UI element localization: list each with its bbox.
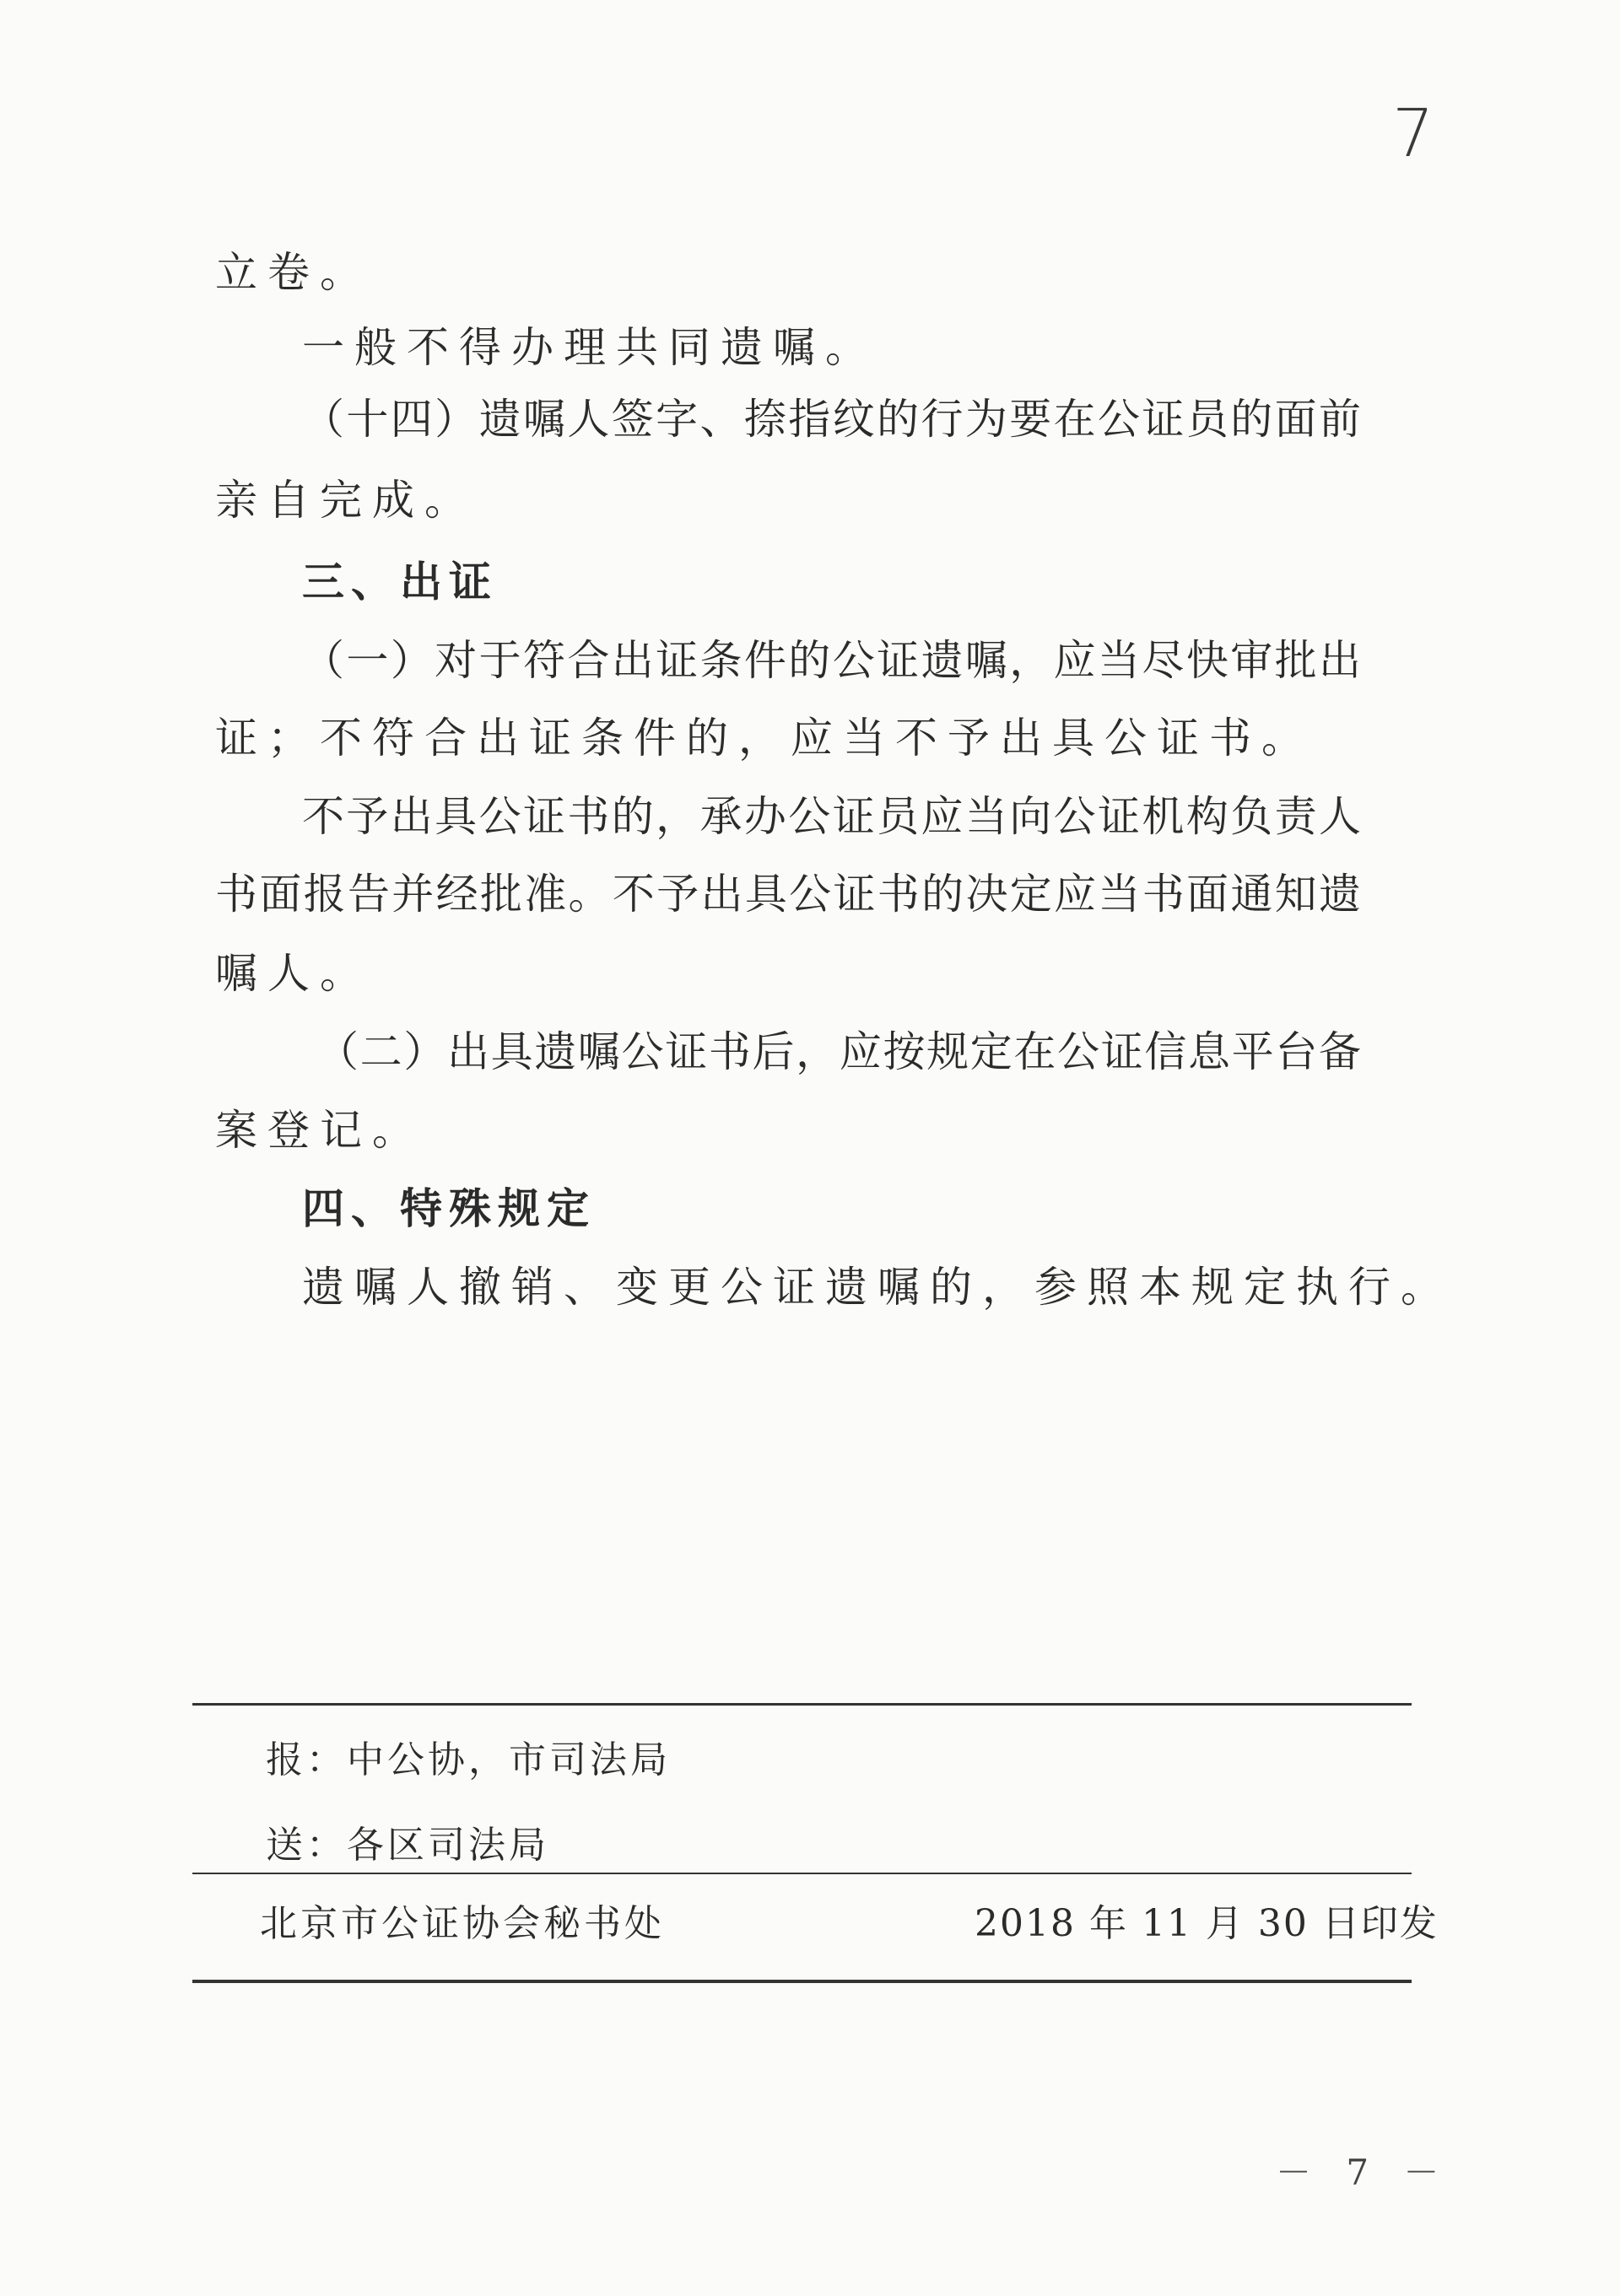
page-number: － 7 － [1276,2152,1451,2193]
paragraph-14-line-1 [302,394,1361,445]
footer-top-rule [192,1703,1412,1706]
issuer-name: 北京市公证协会秘书处 [260,1902,665,1945]
section-heading-4: 四、特殊规定 [302,1184,596,1233]
footer-middle-rule [192,1873,1412,1874]
paragraph-refusal-line-3: 嘱人。 [215,949,372,998]
paragraph-1-line-1-text: （一）对于符合出证条件的公证遗嘱，应当尽快审批出 [302,636,1361,685]
issue-date: 2018 年 11 月 30 日印发 [975,1902,1439,1945]
footer-bottom-rule [192,1980,1412,1983]
handwritten-page-number: 7 [1392,96,1434,172]
paragraph-refusal-line-1 [302,791,1361,842]
paragraph-refusal-line-2-text: 书面报告并经批准。不予出具公证书的决定应当书面通知遗 [215,870,1361,919]
paragraph-revocation: 遗嘱人撤销、变更公证遗嘱的，参照本规定执行。 [302,1263,1453,1312]
section-heading-3: 三、出证 [302,558,498,606]
paragraph-refusal-line-2 [215,869,1361,919]
paragraph-refusal-line-1-text: 不予出具公证书的，承办公证员应当向公证机构负责人 [302,792,1361,841]
paragraph-2-line-1-text: （二）出具遗嘱公证书后，应按规定在公证信息平台备 [316,1027,1361,1076]
paragraph-1-line-2: 证；不符合出证条件的，应当不予出具公证书。 [215,714,1314,763]
send-to-line: 送：各区司法局 [266,1824,549,1867]
paragraph-joint-will: 一般不得办理共同遗嘱。 [302,323,878,372]
paragraph-1-line-1 [302,635,1361,686]
paragraph-2-line-2: 案登记。 [215,1106,424,1155]
paragraph-2-line-1 [316,1027,1361,1077]
paragraph-14-line-2: 亲自完成。 [215,476,477,525]
paragraph-tail: 立卷。 [215,248,372,297]
paragraph-14-line-1-text: （十四）遗嘱人签字、捺指纹的行为要在公证员的面前 [302,395,1361,444]
report-to-line: 报：中公协，市司法局 [266,1738,671,1781]
